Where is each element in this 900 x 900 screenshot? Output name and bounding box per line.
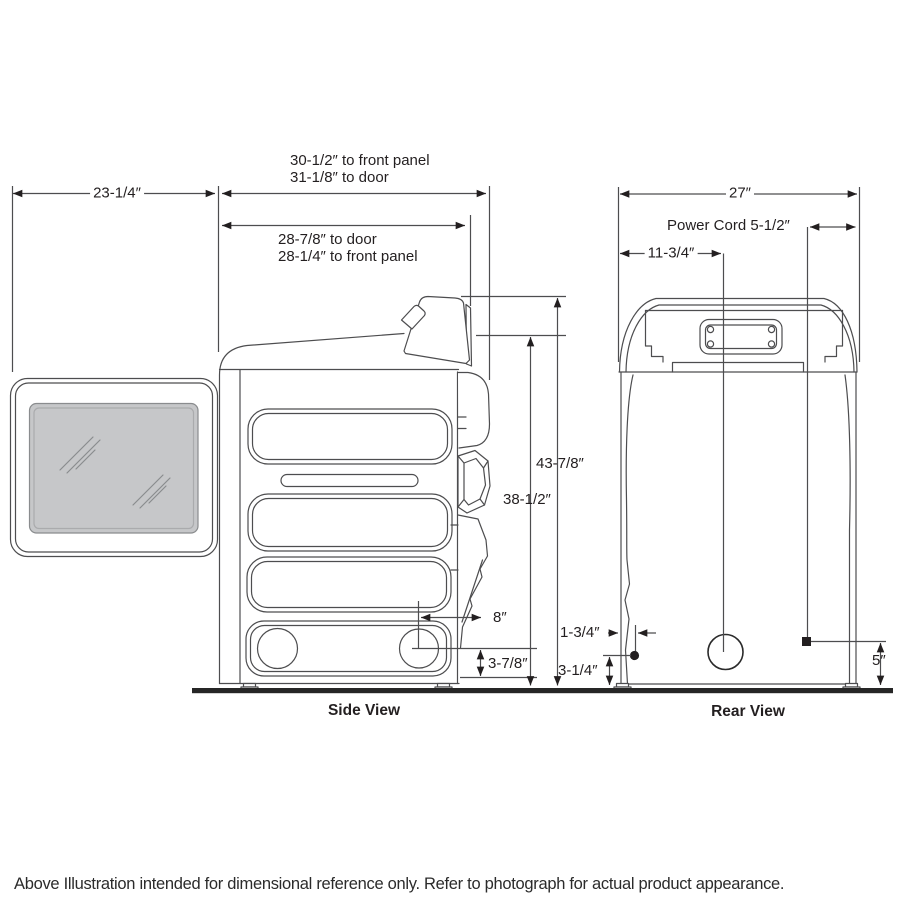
dim-rear-width-label: 27″: [726, 185, 754, 202]
dim-width-to-front-panel-label: 30-1/2″ to front panel: [290, 152, 430, 169]
dim-depth-to-front-panel-label: 28-1/4″ to front panel: [278, 248, 418, 265]
rear-vent-hole: [708, 635, 743, 670]
open-door: [11, 379, 218, 557]
disclaimer-text: Above Illustration intended for dimensional reference only. Refer to photograph for actual product appearance.: [14, 875, 785, 893]
dim-vent-offset-label: 11-3/4″: [645, 245, 698, 262]
power-cord-marker: [802, 637, 811, 646]
rear-top-cap: [619, 299, 857, 373]
side-panels: [246, 409, 452, 676]
water-inlet-dot: [630, 651, 639, 660]
dim-inlet-offset-label: 1-3/4″: [560, 624, 600, 641]
rear-view-caption: Rear View: [711, 703, 785, 720]
side-cabinet: [220, 334, 460, 684]
dim-door-open-depth-label: 23-1/4″: [90, 185, 144, 202]
side-view-caption: Side View: [327, 702, 401, 719]
left-foot-recess: [258, 629, 298, 669]
control-console: [402, 297, 472, 367]
dim-exhaust-height-label: 3-7/8″: [488, 655, 528, 672]
dim-power-cord-label: Power Cord 5-1/2″: [667, 217, 790, 234]
dim-width-to-door-label: 31-1/8″ to door: [290, 169, 389, 186]
dim-exhaust-offset-label: 8″: [493, 609, 507, 626]
dim-total-height-label: 43-7/8″: [536, 455, 584, 472]
dim-cord-height-label: 5″: [872, 652, 886, 669]
rear-cabinet: [621, 373, 856, 685]
dim-inlet-height-label: 3-1/4″: [558, 662, 598, 679]
rear-bulge: [451, 373, 490, 649]
dim-cabinet-height-label: 38-1/2″: [503, 491, 551, 508]
floor-line: [192, 688, 893, 693]
dim-depth-to-door-label: 28-7/8″ to door: [278, 231, 377, 248]
rear-view-drawing: [614, 299, 860, 692]
